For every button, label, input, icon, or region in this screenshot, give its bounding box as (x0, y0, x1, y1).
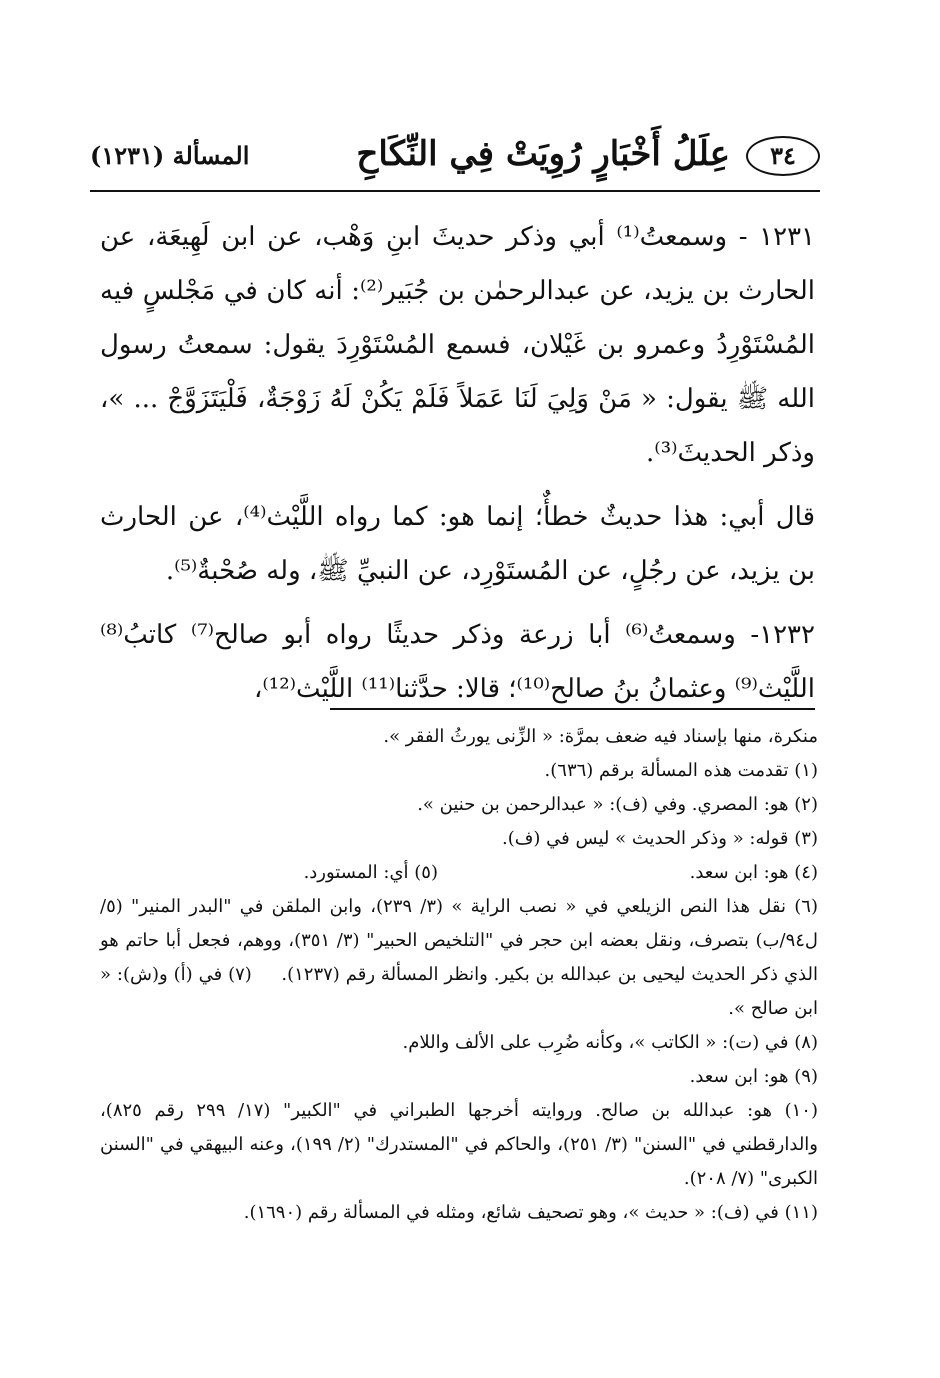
page-header (90, 130, 820, 182)
footnote-6-text: (٦) نقل هذا النص الزيلعي في « نصب الراية » (٣/ ٢٣٩)، وابن الملقن في "البدر المنير" (٥/ ل٩٤/ب) بتصرف، ونقل بعضه ابن حجر في "التلخيص الحبير" (٣/ ٣٥١)، ووهم، فجعل أبا حاتم هو الذي ذكر الحديث ليحيى بن عبدالله بن بكير. وانظر المسألة رقم (١٢٣٧). (100, 896, 818, 985)
footnote-8: (٨) في (ت): « الكاتب »، وكأنه ضُرِب على الألف واللام. (402, 1032, 818, 1053)
footnote-7: (٧) في (أ) و(ش): « ابن صالح ». (100, 964, 818, 1019)
footnote-2: (٢) هو: المصري. وفي (ف): « عبدالرحمن بن حنين ». (417, 794, 818, 815)
footnote-11: (١١) في (ف): « حديث »، وهو تصحيف شائع، ومثله في المسألة رقم (١٦٩٠). (243, 1202, 818, 1223)
footnote-carryover: منكرة، منها بإسناد فيه ضعف بمرَّة: « الزِّنى يورثُ الفقر ». (383, 726, 818, 747)
footnote-9: (٩) هو: ابن سعد. (689, 1066, 818, 1087)
footnote-4: (٤) هو: ابن سعد. (689, 862, 818, 883)
footnote-row-4-5 (100, 856, 818, 890)
header-divider (90, 190, 820, 192)
book-title: عِلَلُ أَخْبَارٍ رُوِيَتْ فِي النِّكَاحِ (356, 134, 730, 174)
paragraph-1232: ١٢٣٢- وسمعتُ⁽⁶⁾ أبا زرعة وذكر حديثًا رواه أبو صالح⁽⁷⁾ كاتبُ⁽⁸⁾ اللَّيْث⁽⁹⁾ وعثمانُ بنُ صالح⁽¹⁰⁾؛ قالا: حدَّثنا⁽¹¹⁾ اللَّيْث⁽¹²⁾، (100, 620, 815, 704)
footnotes (100, 720, 818, 1230)
paragraph-1231: ١٢٣١ - وسمعتُ⁽¹⁾ أبي وذكر حديثَ ابنِ وَهْب، عن ابن لَهِيعَة، عن الحارث بن يزيد، عن عبدالرحمٰن بن جُبَير⁽²⁾: أنه كان في مَجْلسٍ فيه المُسْتَوْرِدُ وعمرو بن غَيْلان، فسمع المُسْتَوْرِدَ يقول: سمعتُ رسول الله ﷺ يقول: « مَنْ وَلِيَ لَنَا عَمَلاً فَلَمْ يَكُنْ لَهُ زَوْجَةٌ، فَلْيَتَزَوَّجْ ... »، وذكر الحديثَ⁽³⁾. (100, 222, 816, 468)
footnote-5: (٥) أي: المستورد. (303, 862, 438, 883)
footnote-divider (330, 708, 815, 710)
footnote-10: (١٠) هو: عبدالله بن صالح. وروايته أخرجها الطبراني في "الكبير" (١٧/ ٢٩٩ رقم ٨٢٥)، والدارقطني في "السنن" (٣/ ٢٥١)، والحاكم في "المستدرك" (٢/ ١٩٩)، وعنه البيهقي في "السنن الكبرى" (٧/ ٢٠٨). (100, 1100, 818, 1189)
footnote-6 (100, 890, 818, 1026)
main-text (100, 210, 815, 726)
issue-label: المسألة (١٢٣١) (90, 141, 250, 170)
footnote-3: (٣) قوله: « وذكر الحديث » ليس في (ف). (502, 828, 818, 849)
paragraph-abu-hatim-comment: قال أبي: هذا حديثٌ خطأٌ؛ إنما هو: كما رواه اللَّيْث⁽⁴⁾، عن الحارث بن يزيد، عن رجُلٍ، عن المُستَوْرِد، عن النبيِّ ﷺ، وله صُحْبةٌ⁽⁵⁾. (100, 502, 815, 586)
footnote-1: (١) تقدمت هذه المسألة برقم (٦٣٦). (544, 760, 818, 781)
page-number: ٣٤ (746, 136, 820, 176)
